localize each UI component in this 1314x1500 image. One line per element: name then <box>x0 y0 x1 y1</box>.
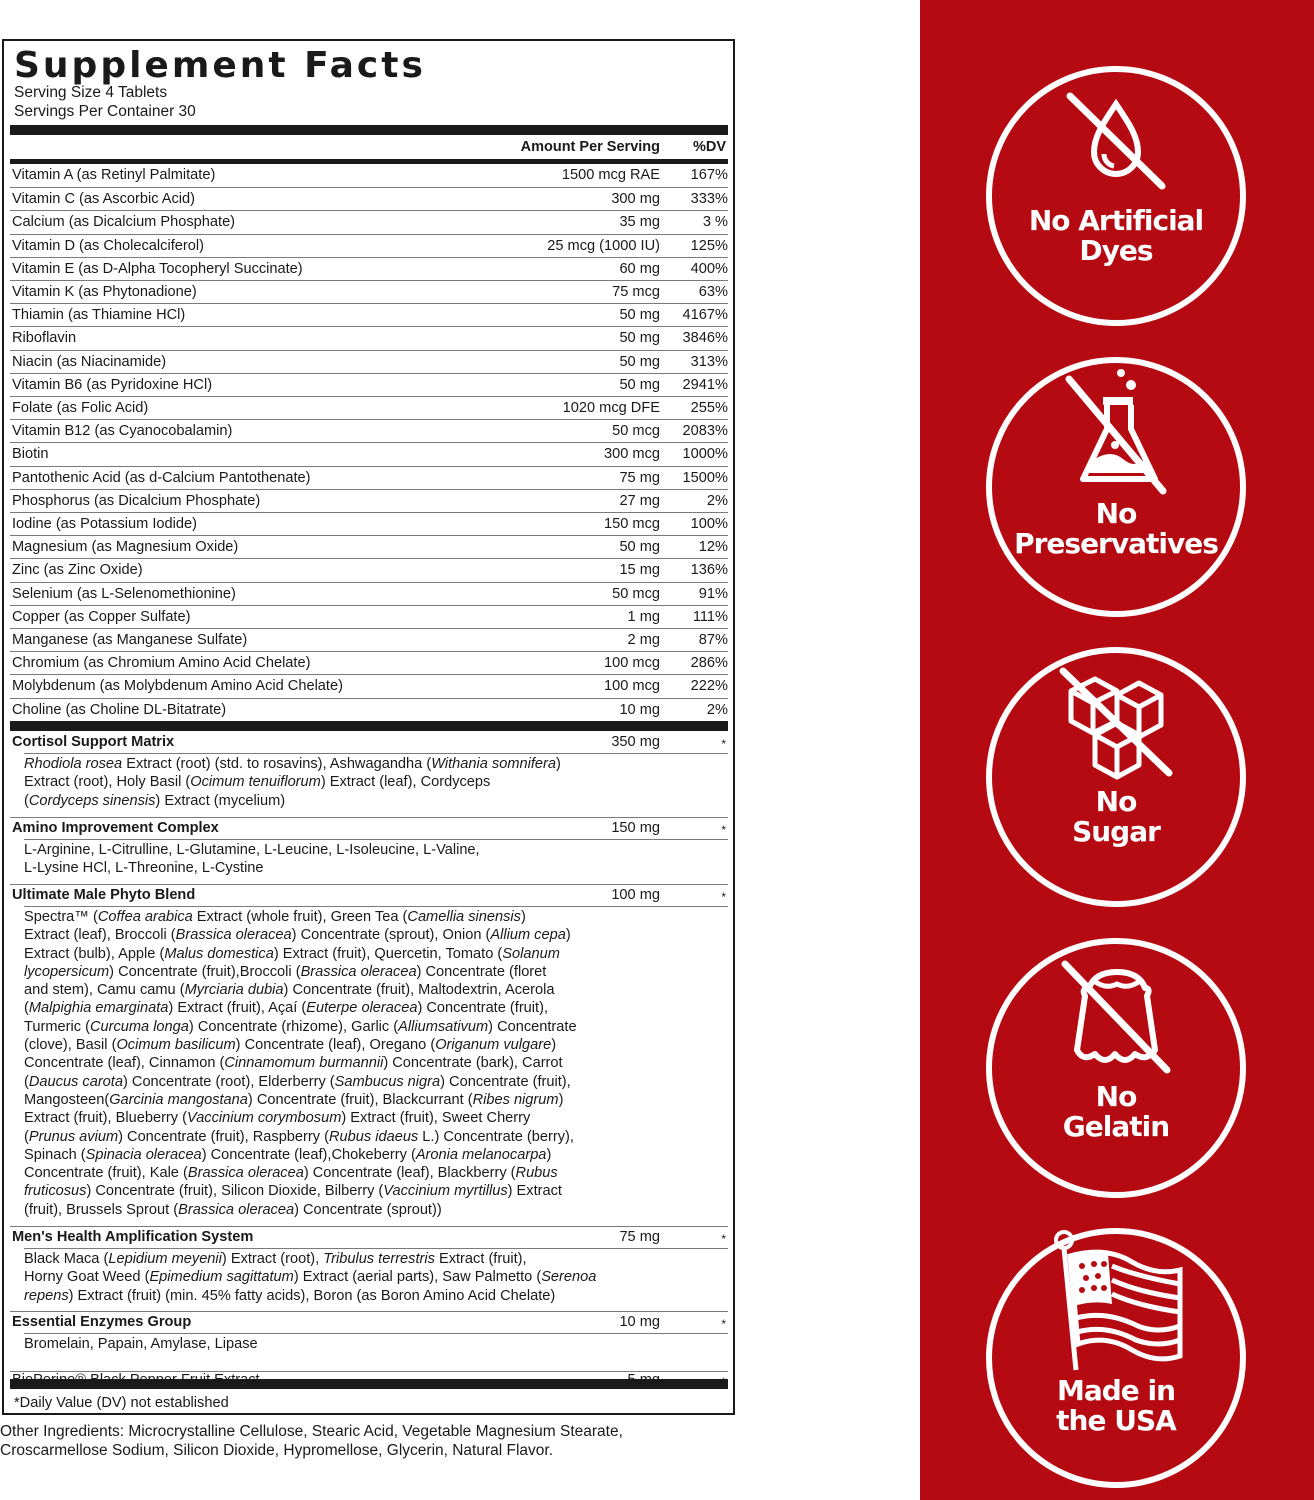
divider <box>24 1248 728 1249</box>
table-row <box>10 280 728 303</box>
blend-ingredient-line: Concentrate (fruit), Kale (Brassica oleracea) Concentrate (leaf), Blackberry (Rubus <box>24 1165 558 1182</box>
nutrient-name: Magnesium (as Magnesium Oxide) <box>12 539 239 556</box>
facts-title: Supplement Facts <box>14 45 426 86</box>
nutrient-name: Iodine (as Potassium Iodide) <box>12 516 197 532</box>
table-row <box>10 326 728 349</box>
blend-ingredient-line: (clove), Basil (Ocimum basilicum) Concentrate (leaf), Oregano (Origanum vulgare) <box>24 1037 557 1054</box>
table-row <box>10 489 728 512</box>
nutrient-dv: 313% <box>690 353 728 370</box>
badge-column <box>920 0 1314 1500</box>
blend-ingredient-line: Extract (root), Holy Basil (Ocimum tenuiflorum) Extract (leaf), Cordyceps <box>24 774 491 791</box>
table-row <box>10 535 728 558</box>
table-row <box>10 303 728 326</box>
blend-ingredient-line: (fruit), Brussels Sprout (Brassica oleracea) Concentrate (sprout)) <box>24 1201 442 1218</box>
thick-divider <box>10 1379 728 1389</box>
blend-dv: * <box>721 1232 726 1246</box>
nutrient-name: Riboflavin <box>12 330 77 347</box>
badge-line1: No <box>1095 785 1137 818</box>
nutrient-name: Folate (as Folic Acid) <box>12 400 149 416</box>
blend-ingredient-line: L-Arginine, L-Citrulline, L-Glutamine, L-Leucine, L-Isoleucine, L-Valine, <box>24 842 480 858</box>
nutrient-name: Vitamin B12 (as Cyanocobalamin) <box>12 423 233 440</box>
nutrient-name: Vitamin A (as Retinyl Palmitate) <box>12 167 216 183</box>
blend-amount: 350 mg <box>611 734 660 750</box>
badge-line2: Gelatin <box>1062 1110 1170 1143</box>
blend-ingredient-line: repens) Extract (fruit) (min. 45% fatty acids), Boron (as Boron Amino Acid Chelate) <box>24 1287 556 1304</box>
table-row <box>10 257 728 280</box>
dv-label: %DV <box>692 139 726 155</box>
blend-ingredient-line: fruticosus) Concentrate (fruit), Silicon Dioxide, Bilberry (Vaccinium myrtillus) Extract <box>24 1183 562 1200</box>
divider <box>24 753 728 754</box>
nutrient-amount: 75 mg <box>619 469 660 486</box>
nutrient-dv: 167% <box>690 167 728 183</box>
badge-line1: No Artificial <box>1028 204 1204 237</box>
badge-line1: Made in <box>1056 1374 1176 1407</box>
usa-flag-icon <box>1046 1226 1186 1374</box>
blend-ingredients <box>24 1335 258 1353</box>
blend-amount: 100 mg <box>611 887 660 903</box>
table-row <box>10 698 728 721</box>
blend-ingredient-line: Turmeric (Curcuma longa) Concentrate (rhizome), Garlic (Alliumsativum) Concentrate <box>24 1018 577 1035</box>
blend-ingredient-line: Horny Goat Weed (Epimedium sagittatum) Extract (aerial parts), Saw Palmetto (Serenoa <box>24 1269 597 1286</box>
blend-ingredient-line: (Daucus carota) Concentrate (root), Elderberry (Sambucus nigra) Concentrate (fruit), <box>24 1073 571 1090</box>
nutrient-name: Vitamin B6 (as Pyridoxine HCl) <box>12 376 213 393</box>
table-row <box>10 651 728 674</box>
nutrient-name: Calcium (as Dicalcium Phosphate) <box>12 214 236 231</box>
amount-per-serving-label: Amount Per Serving <box>520 139 660 155</box>
nutrient-dv: 4167% <box>682 307 728 324</box>
nutrient-amount: 1 mg <box>627 608 660 625</box>
nutrient-dv: 2083% <box>682 423 728 440</box>
column-header <box>10 137 728 159</box>
blend-ingredient-line: Rhodiola rosea Extract (root) (std. to rosavins), Ashwagandha (Withania somnifera) <box>24 756 561 772</box>
nutrient-amount: 75 mcg <box>612 284 660 300</box>
blend-name: Essential Enzymes Group <box>12 1314 192 1330</box>
blend-name: Cortisol Support Matrix <box>12 734 175 750</box>
blend-ingredients <box>24 1250 596 1305</box>
table-row <box>10 628 728 651</box>
blend-amount: 75 mg <box>619 1229 660 1245</box>
nutrient-dv: 286% <box>690 655 728 672</box>
thick-divider <box>10 125 728 135</box>
nutrient-name: Phosphorus (as Dicalcium Phosphate) <box>12 492 261 509</box>
badge-made-in-usa <box>986 1228 1246 1488</box>
nutrient-dv: 91% <box>698 585 728 602</box>
blend-amount: 150 mg <box>611 820 660 836</box>
divider <box>24 839 728 840</box>
no-sugar-cube-icon <box>1051 661 1181 781</box>
table-row <box>10 187 728 210</box>
serving-size: Serving Size 4 Tablets <box>14 84 168 101</box>
nutrient-dv: 255% <box>690 400 728 416</box>
supplement-facts-panel <box>2 39 735 1415</box>
divider <box>10 884 728 885</box>
divider <box>10 817 728 818</box>
nutrient-amount: 50 mcg <box>612 585 660 602</box>
no-gelatin-icon <box>1051 954 1181 1078</box>
blend-ingredient-line: Extract (bulb), Apple (Malus domestica) Extract (fruit), Quercetin, Tomato (Solanum <box>24 945 560 962</box>
nutrient-name: Molybdenum (as Molybdenum Amino Acid Chelate) <box>12 678 343 695</box>
nutrient-amount: 25 mcg (1000 IU) <box>547 237 660 254</box>
nutrient-amount: 50 mcg <box>612 423 660 440</box>
dv-footnote: *Daily Value (DV) not established <box>14 1395 229 1411</box>
nutrient-dv: 111% <box>692 608 728 625</box>
nutrient-amount: 1500 mcg RAE <box>561 167 660 183</box>
blend-ingredients <box>24 841 480 878</box>
badge-no-artificial-dyes <box>986 66 1246 326</box>
nutrient-name: Niacin (as Niacinamide) <box>12 353 167 370</box>
thick-divider <box>10 721 728 731</box>
table-row <box>10 512 728 535</box>
no-flask-icon <box>1051 363 1181 497</box>
nutrient-name: Thiamin (as Thiamine HCl) <box>12 307 186 324</box>
table-row <box>10 419 728 442</box>
blend-dv: * <box>721 823 726 837</box>
blend-name: Ultimate Male Phyto Blend <box>12 887 196 903</box>
blend-dv: * <box>721 1317 726 1331</box>
nutrient-dv: 400% <box>690 260 728 277</box>
blend-ingredient-line: (Malpighia emarginata) Extract (fruit), Açaí (Euterpe oleracea) Concentrate (fruit), <box>24 1000 549 1017</box>
nutrient-name: Vitamin C (as Ascorbic Acid) <box>12 191 196 208</box>
table-row <box>10 442 728 465</box>
nutrient-name: Pantothenic Acid (as d-Calcium Pantothenate) <box>12 469 311 486</box>
badge-line1: No <box>1095 497 1137 530</box>
nutrient-name: Biotin <box>12 446 49 463</box>
blend-ingredient-line: (Cordyceps sinensis) Extract (mycelium) <box>24 792 286 809</box>
nutrient-amount: 50 mg <box>619 353 660 370</box>
nutrient-dv: 12% <box>698 539 728 556</box>
table-row <box>10 605 728 628</box>
nutrient-dv: 1000% <box>682 446 728 463</box>
blend-ingredients <box>24 908 577 1219</box>
blend-ingredient-line: Mangosteen(Garcinia mangostana) Concentrate (fruit), Blackcurrant (Ribes nigrum) <box>24 1091 564 1108</box>
table-row <box>10 350 728 373</box>
blend-name: Amino Improvement Complex <box>12 820 219 836</box>
table-row <box>10 674 728 697</box>
other-ingredients: Other Ingredients: Microcrystalline Cellulose, Stearic Acid, Vegetable Magnesium Stearate, Croscarmellose Sodium, Silicon Dioxide, Hypromellose, Glycerin, Natural Flavor. <box>0 1423 623 1459</box>
badge-line1: No <box>1095 1080 1137 1113</box>
nutrient-dv: 2% <box>706 492 728 509</box>
nutrient-name: Choline (as Choline DL-Bitatrate) <box>12 701 227 718</box>
blend-ingredient-line: Bromelain, Papain, Amylase, Lipase <box>24 1336 258 1352</box>
no-drop-icon <box>1056 86 1176 196</box>
nutrient-dv: 2941% <box>682 376 728 393</box>
divider <box>10 1311 728 1312</box>
nutrient-amount: 60 mg <box>619 260 660 277</box>
badge-line2: Dyes <box>1079 234 1153 267</box>
blend-ingredients <box>24 755 561 810</box>
nutrient-dv: 136% <box>690 562 728 579</box>
nutrient-amount: 100 mcg <box>604 655 660 672</box>
nutrient-amount: 50 mg <box>619 376 660 393</box>
table-row <box>10 210 728 233</box>
badge-no-sugar <box>986 647 1246 907</box>
nutrient-dv: 1500% <box>682 469 728 486</box>
nutrient-amount: 1020 mcg DFE <box>562 400 660 416</box>
nutrient-name: Selenium (as L-Selenomethionine) <box>12 585 236 602</box>
divider <box>24 906 728 907</box>
blend-ingredient-line: Black Maca (Lepidium meyenii) Extract (root), Tribulus terrestris Extract (fruit), <box>24 1251 527 1267</box>
blend-name: Men's Health Amplification System <box>12 1229 254 1245</box>
nutrient-amount: 10 mg <box>619 701 660 718</box>
blend-ingredient-line: Extract (fruit), Blueberry (Vaccinium corymbosum) Extract (fruit), Sweet Cherry <box>24 1110 531 1127</box>
blend-dv: * <box>721 737 726 751</box>
blend-ingredient-line: Spectra™ (Coffea arabica Extract (whole fruit), Green Tea (Camellia sinensis) <box>24 909 526 925</box>
nutrient-name: Copper (as Copper Sulfate) <box>12 608 191 625</box>
table-row <box>10 234 728 257</box>
table-row <box>10 396 728 419</box>
nutrient-dv: 222% <box>690 678 728 695</box>
table-row <box>10 466 728 489</box>
nutrient-name: Chromium (as Chromium Amino Acid Chelate) <box>12 655 311 672</box>
badge-no-preservatives <box>986 357 1246 617</box>
nutrient-amount: 50 mg <box>619 330 660 347</box>
nutrient-amount: 35 mg <box>619 214 660 231</box>
nutrient-amount: 2 mg <box>627 632 660 648</box>
nutrient-amount: 100 mcg <box>604 678 660 695</box>
nutrient-dv: 87% <box>698 632 728 648</box>
blend-ingredient-line: (Prunus avium) Concentrate (fruit), Raspberry (Rubus idaeus L.) Concentrate (berry), <box>24 1128 574 1145</box>
nutrient-amount: 300 mg <box>611 191 660 208</box>
divider <box>10 1226 728 1227</box>
badge-line2: Preservatives <box>1014 527 1218 560</box>
nutrient-dv: 333% <box>690 191 728 208</box>
blend-ingredient-line: and stem), Camu camu (Myrciaria dubia) Concentrate (fruit), Maltodextrin, Acerola <box>24 982 555 999</box>
table-row <box>10 558 728 581</box>
divider <box>24 1333 728 1334</box>
nutrient-name: Vitamin D (as Cholecalciferol) <box>12 237 204 254</box>
nutrient-dv: 125% <box>690 237 728 254</box>
blend-ingredient-line: Extract (leaf), Broccoli (Brassica oleracea) Concentrate (sprout), Onion (Allium cepa) <box>24 927 571 944</box>
blend-ingredient-line: lycopersicum) Concentrate (fruit),Broccoli (Brassica oleracea) Concentrate (floret <box>24 963 547 980</box>
table-row <box>10 373 728 396</box>
badge-no-gelatin <box>986 938 1246 1198</box>
badge-line2: the USA <box>1056 1404 1176 1437</box>
blend-ingredient-line: Spinach (Spinacia oleracea) Concentrate (leaf),Chokeberry (Aronia melanocarpa) <box>24 1146 552 1163</box>
badge-line2: Sugar <box>1072 815 1160 848</box>
nutrient-name: Vitamin E (as D-Alpha Tocopheryl Succinate) <box>12 260 303 277</box>
blend-amount: 10 mg <box>619 1314 660 1330</box>
nutrient-amount: 300 mcg <box>604 446 660 463</box>
blend-ingredient-line: Concentrate (leaf), Cinnamon (Cinnamomum burmannii) Concentrate (bark), Carrot <box>24 1055 563 1072</box>
nutrient-amount: 27 mg <box>619 492 660 509</box>
nutrient-dv: 3846% <box>682 330 728 347</box>
nutrient-dv: 2% <box>706 701 728 718</box>
nutrient-name: Zinc (as Zinc Oxide) <box>12 562 143 579</box>
table-row <box>10 164 728 187</box>
blend-dv: * <box>721 890 726 904</box>
nutrient-amount: 50 mg <box>619 539 660 556</box>
nutrient-amount: 15 mg <box>619 562 660 579</box>
nutrient-amount: 50 mg <box>619 307 660 324</box>
table-row <box>10 582 728 605</box>
servings-per-container: Servings Per Container 30 <box>14 103 196 120</box>
blend-ingredient-line: L-Lysine HCl, L-Threonine, L-Cystine <box>24 860 264 877</box>
nutrient-dv: 3 % <box>702 214 728 231</box>
nutrient-amount: 150 mcg <box>604 516 660 532</box>
nutrient-dv: 100% <box>690 516 728 532</box>
nutrient-dv: 63% <box>698 284 728 300</box>
nutrient-name: Vitamin K (as Phytonadione) <box>12 284 197 300</box>
nutrient-name: Manganese (as Manganese Sulfate) <box>12 632 248 648</box>
